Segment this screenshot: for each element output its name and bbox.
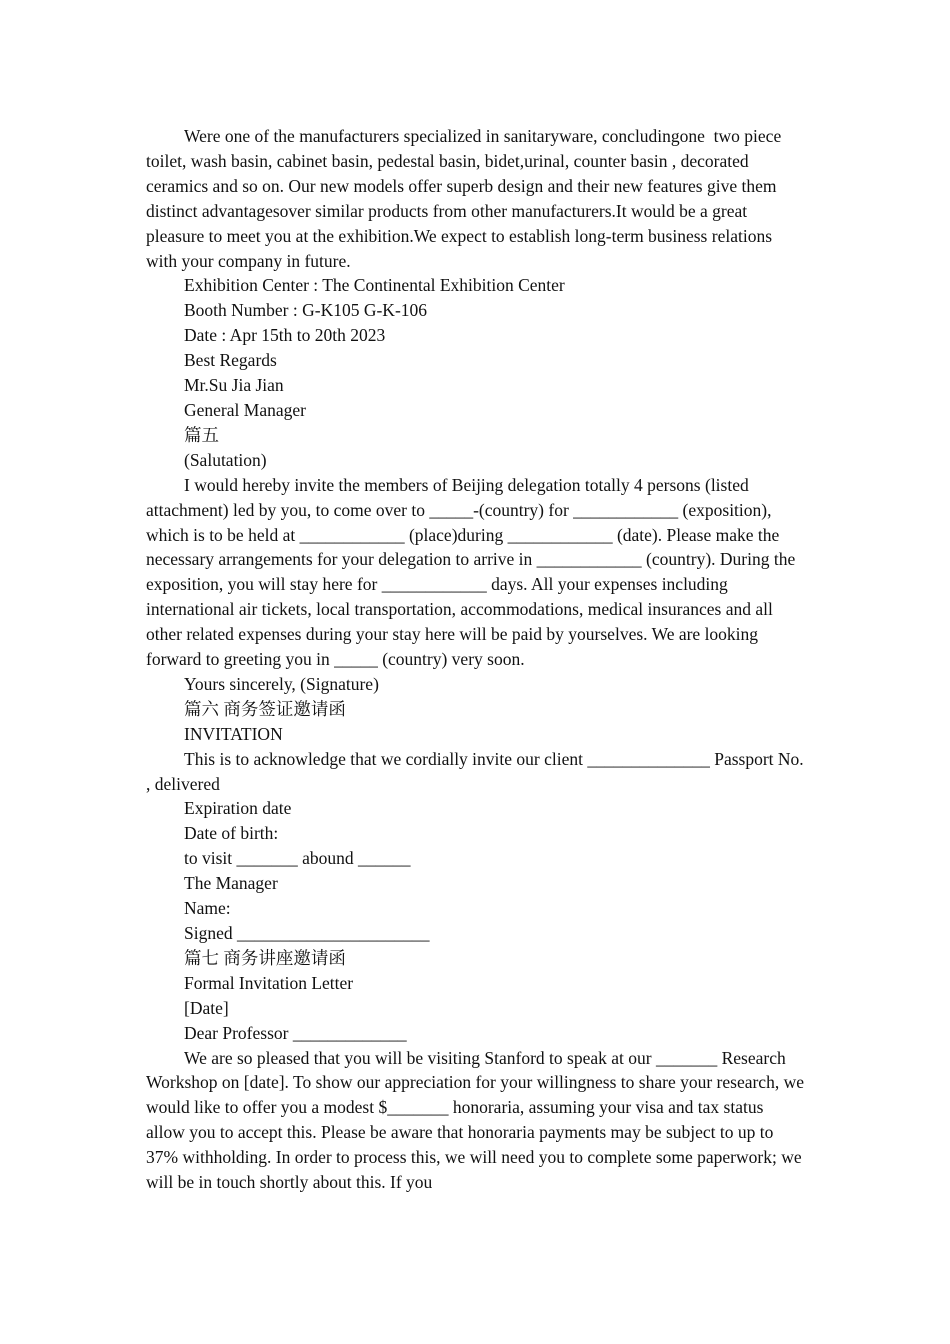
- delegation-invitation-paragraph: I would hereby invite the members of Beijing delegation totally 4 persons (listed attachment) led by you, to come over to _____-(country) for ____________ (exposition), which is to be held at ____________ (place)during ____________ (date). Please make the necessary arrangements for your delegation to arrive in ____________ (country). During the exposition, you will stay here for ____________ days. All your expenses including international air tickets, local transportation, accommodations, medical insurances and all other related expenses during your stay here will be paid by yourselves. We are looking forward to greeting you in _____ (country) very soon.: [146, 474, 800, 670]
- acknowledge-paragraph: This is to acknowledge that we cordially invite our client ______________ Passport No. , delivered: [146, 748, 809, 794]
- document-body: [146, 124, 809, 1195]
- section-heading-7: 篇七 商务讲座邀请函: [184, 947, 346, 968]
- booth-number-line: Booth Number : G-K105 G-K-106: [184, 300, 428, 321]
- intro-paragraph: Were one of the manufacturers specialized in sanitaryware, concludingone two piece toilet, wash basin, cabinet basin, pedestal basin, bidet,urinal, counter basin , decorated ceramics and so on. Our new models offer superb design and their new features give them distinct advantagesover similar products from other manufacturers.It would be a great pleasure to meet you at the exhibition.We expect to establish long-term business relations with your company in future.: [146, 126, 786, 271]
- exhibition-center-line: Exhibition Center : The Continental Exhibition Center: [184, 275, 565, 296]
- expiration-date-line: Expiration date: [184, 798, 292, 819]
- section-heading-6: 篇六 商务签证邀请函: [184, 698, 346, 719]
- sender-name: Mr.Su Jia Jian: [184, 375, 284, 396]
- section-heading-5: 篇五: [184, 424, 219, 445]
- signature-line: Yours sincerely, (Signature): [184, 673, 379, 694]
- date-line: Date : Apr 15th to 20th 2023: [184, 325, 386, 346]
- signed-line: Signed ______________________: [184, 923, 430, 943]
- visit-line: to visit _______ abound ______: [184, 848, 411, 869]
- manager-line: The Manager: [184, 873, 278, 894]
- date-of-birth-line: Date of birth:: [184, 823, 279, 844]
- invitation-title: INVITATION: [184, 723, 283, 744]
- workshop-paragraph: We are so pleased that you will be visiting Stanford to speak at our _______ Research Workshop on [date]. To show our appreciation for your willingness to share your research, we would like to offer you a modest $_______ honoraria, assuming your visa and tax status allow you to accept this. Please be aware that honoraria payments may be subject to up to 37% withholding. In order to process this, we will need you to complete some paperwork; we will be in touch shortly about this. If you: [146, 1047, 809, 1193]
- date-placeholder-line: [Date]: [184, 997, 229, 1018]
- salutation-line: (Salutation): [184, 449, 267, 470]
- closing-line: Best Regards: [184, 350, 277, 371]
- dear-professor-line: Dear Professor _____________: [184, 1022, 407, 1043]
- name-line: Name:: [184, 898, 231, 919]
- sender-title: General Manager: [184, 399, 306, 420]
- formal-letter-title: Formal Invitation Letter: [184, 972, 354, 993]
